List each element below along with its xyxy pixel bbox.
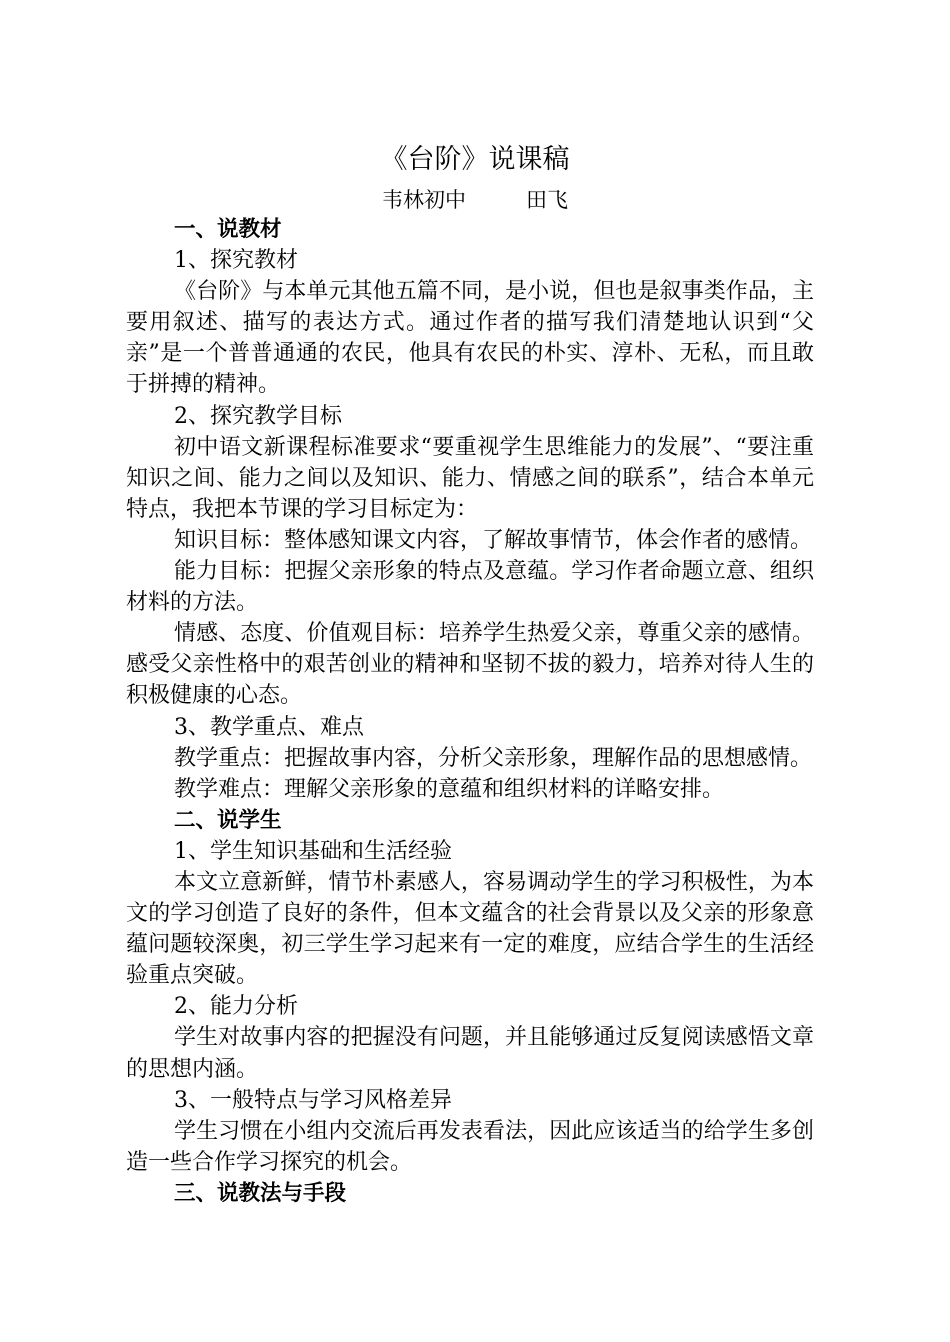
paragraph-ability-analysis: 学生对故事内容的把握没有问题，并且能够通过反复阅读感悟文章的思想内涵。	[126, 1025, 814, 1082]
document-body	[126, 214, 814, 1209]
key-point: 教学重点：把握故事内容，分析父亲形象，理解作品的思想感情。	[174, 745, 813, 771]
author-name: 田飞	[526, 188, 568, 212]
subsection-heading-2-2: 2、能力分析	[174, 994, 298, 1020]
paragraph-goals-intro: 初中语文新课程标准要求“要重视学生思维能力的发展”、“要注重知识之间、能力之间以及知识、能力、情感之间的联系”，结合本单元特点，我把本节课的学习目标定为：	[126, 434, 814, 522]
author-line	[0, 184, 950, 216]
goal-knowledge: 知识目标：整体感知课文内容，了解故事情节，体会作者的感情。	[174, 527, 813, 553]
goal-ability: 能力目标：把握父亲形象的特点及意蕴。学习作者命题立意、组织材料的方法。	[126, 559, 814, 616]
subsection-heading-1-1: 1、探究教材	[174, 248, 298, 274]
difficult-point: 教学难点：理解父亲形象的意蕴和组织材料的详略安排。	[174, 776, 725, 802]
section-heading-3: 三、说教法与手段	[174, 1180, 347, 1206]
subsection-heading-1-2: 2、探究教学目标	[174, 403, 342, 429]
subsection-heading-2-1: 1、学生知识基础和生活经验	[174, 838, 452, 864]
paragraph-learning-style: 学生习惯在小组内交流后再发表看法，因此应该适当的给学生多创造一些合作学习探究的机会。	[126, 1118, 814, 1175]
paragraph-student-basis: 本文立意新鲜，情节朴素感人，容易调动学生的学习积极性，为本文的学习创造了良好的条件，但本文蕴含的社会背景以及父亲的形象意蕴问题较深奥，初三学生学习起来有一定的难度，应结合学生的生活经验重点突破。	[126, 869, 814, 989]
subsection-heading-2-3: 3、一般特点与学习风格差异	[174, 1087, 452, 1113]
goal-emotion: 情感、态度、价值观目标：培养学生热爱父亲，尊重父亲的感情。感受父亲性格中的艰苦创业的精神和坚韧不拔的毅力，培养对待人生的积极健康的心态。	[126, 621, 814, 709]
subsection-heading-1-3: 3、教学重点、难点	[174, 714, 364, 740]
author-school: 韦林初中	[382, 188, 466, 212]
section-heading-2: 二、说学生	[174, 807, 282, 833]
document-title: 《台阶》说课稿	[380, 144, 570, 175]
section-heading-1: 一、说教材	[174, 217, 282, 242]
paragraph-textbook: 《台阶》与本单元其他五篇不同，是小说，但也是叙事类作品，主要用叙述、描写的表达方式。通过作者的描写我们清楚地认识到“父亲”是一个普普通通的农民，他具有农民的朴实、淳朴、无私，而且敢于拼搏的精神。	[126, 279, 814, 398]
